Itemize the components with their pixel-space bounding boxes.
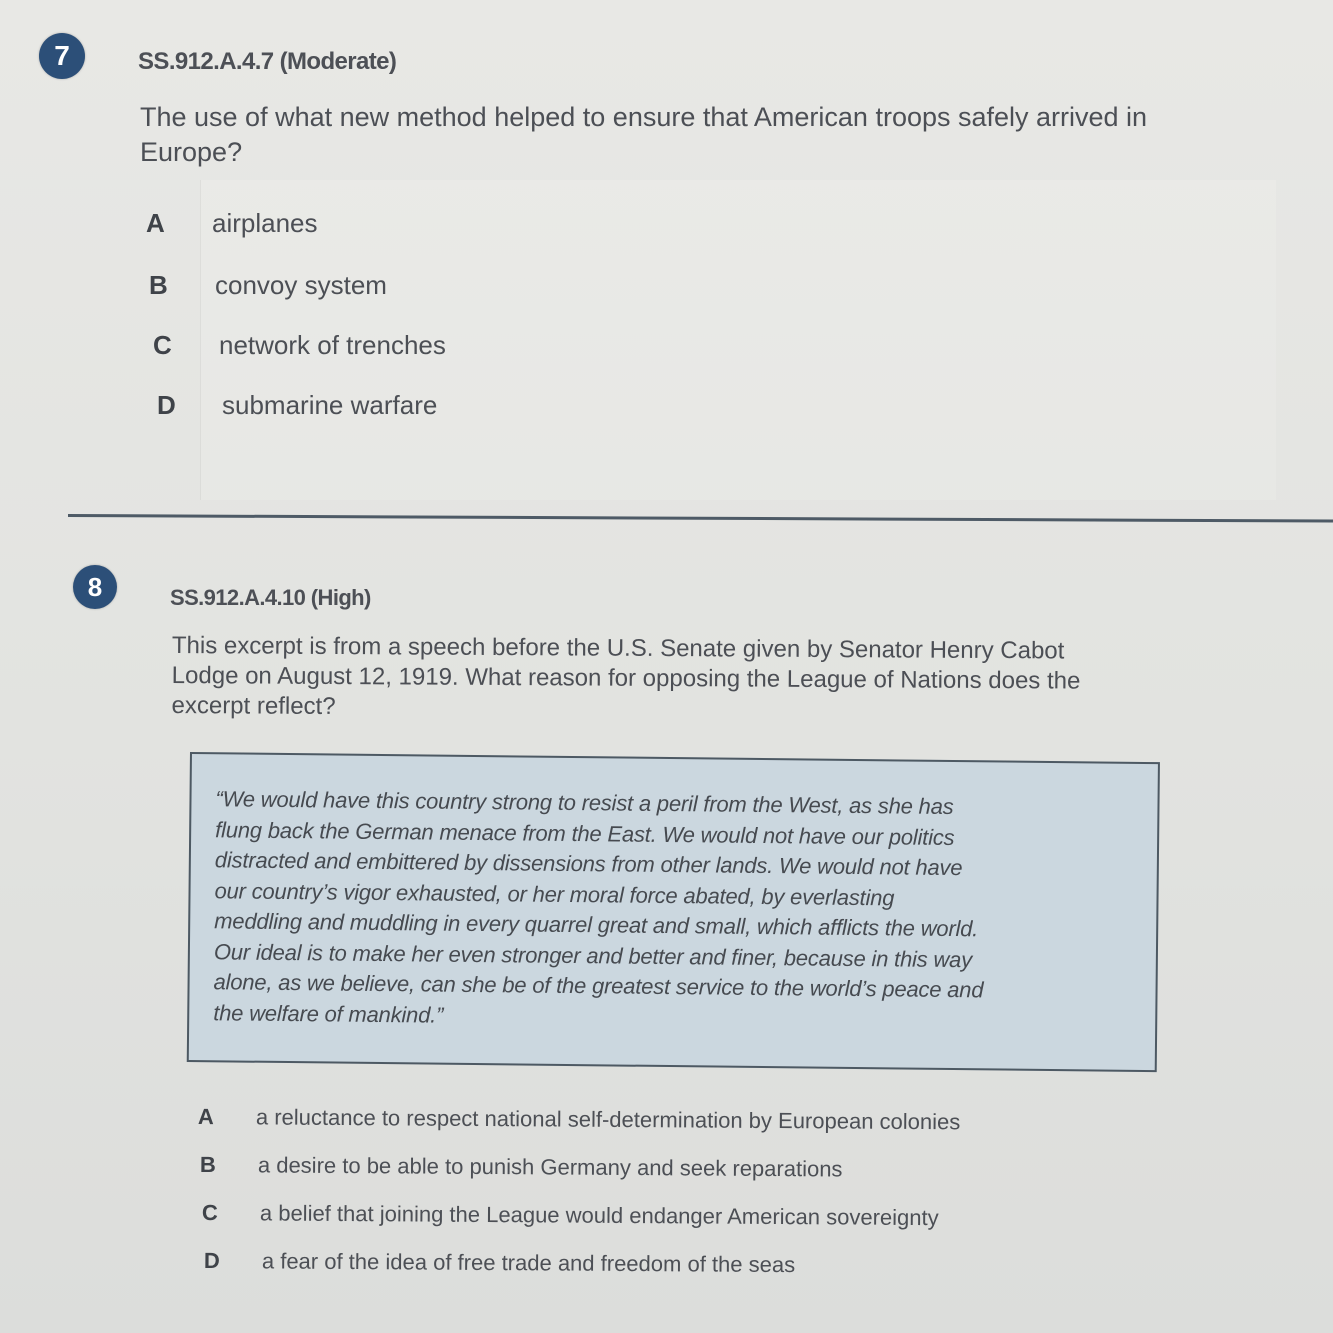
choice-text: network of trenches [219, 330, 446, 360]
question-7-choice-b[interactable] [149, 270, 387, 301]
question-8-number-badge: 8 [73, 565, 117, 609]
question-7-stem-line-2: Europe? [140, 137, 243, 168]
choice-letter: C [201, 1200, 218, 1226]
question-8-standard: SS.912.A.4.10 (High) [170, 585, 371, 610]
question-8-stem [171, 631, 1080, 727]
excerpt-line: “We would have this country strong to resist a peril from the West, as she has [215, 786, 954, 819]
choice-text: a reluctance to respect national self-determination by European colonies [255, 1104, 961, 1135]
excerpt-line: flung back the German menace from the East. We would not have our politics [215, 816, 955, 850]
choice-letter: B [199, 1152, 216, 1178]
question-7-number-badge: 7 [39, 33, 85, 79]
choice-text: a fear of the idea of free trade and freedom of the seas [261, 1248, 796, 1278]
excerpt-line: alone, as we believe, can she be of the greatest service to the world’s peace and [213, 969, 984, 1003]
lodge-speech-excerpt-box [187, 752, 1160, 1072]
question-8-stem-line-1: This excerpt is from a speech before the U.S. Senate given by Senator Henry Cabot [171, 632, 1065, 665]
excerpt-line: the welfare of mankind.” [213, 999, 444, 1028]
section-divider [68, 514, 1333, 523]
choice-letter: B [149, 270, 168, 300]
excerpt-line: distracted and embittered by dissensions from other lands. We would not have [214, 847, 963, 881]
choice-text: convoy system [215, 270, 387, 300]
question-8-stem-line-2: Lodge on August 12, 1919. What reason for opposing the League of Nations does the [171, 661, 1081, 695]
question-7-choice-d[interactable] [157, 390, 437, 421]
question-7-choice-a[interactable] [146, 208, 318, 239]
choice-text: airplanes [212, 208, 318, 238]
choice-letter: A [146, 208, 165, 238]
choice-letter: C [153, 330, 172, 360]
choice-letter: D [203, 1248, 220, 1274]
question-7-choice-c[interactable] [153, 330, 446, 361]
question-7-stem-line-1: The use of what new method helped to ensure that American troops safely arrived in [140, 102, 1148, 132]
question-8-stem-line-3: excerpt reflect? [171, 691, 336, 721]
excerpt-line: meddling and muddling in every quarrel great and small, which afflicts the world. [214, 908, 979, 942]
excerpt-text [213, 784, 1136, 1038]
choice-text: submarine warfare [222, 390, 438, 420]
excerpt-line: Our ideal is to make her even stronger and better and finer, because in this way [213, 938, 973, 972]
choice-letter: A [197, 1104, 214, 1130]
excerpt-line: our country’s vigor exhausted, or her moral force abated, by everlasting [214, 877, 895, 910]
question-8-choice-d[interactable] [204, 1248, 795, 1278]
choice-letter: D [157, 390, 176, 420]
choice-text: a belief that joining the League would endanger American sovereignty [259, 1200, 939, 1231]
question-7-stem [140, 100, 1147, 170]
question-7-standard: SS.912.A.4.7 (Moderate) [138, 48, 397, 75]
choice-text: a desire to be able to punish Germany and seek reparations [257, 1152, 843, 1182]
question-8-choice-b[interactable] [200, 1152, 843, 1182]
question-8-choice-c[interactable] [202, 1200, 939, 1231]
question-8-choice-a[interactable] [198, 1104, 961, 1135]
